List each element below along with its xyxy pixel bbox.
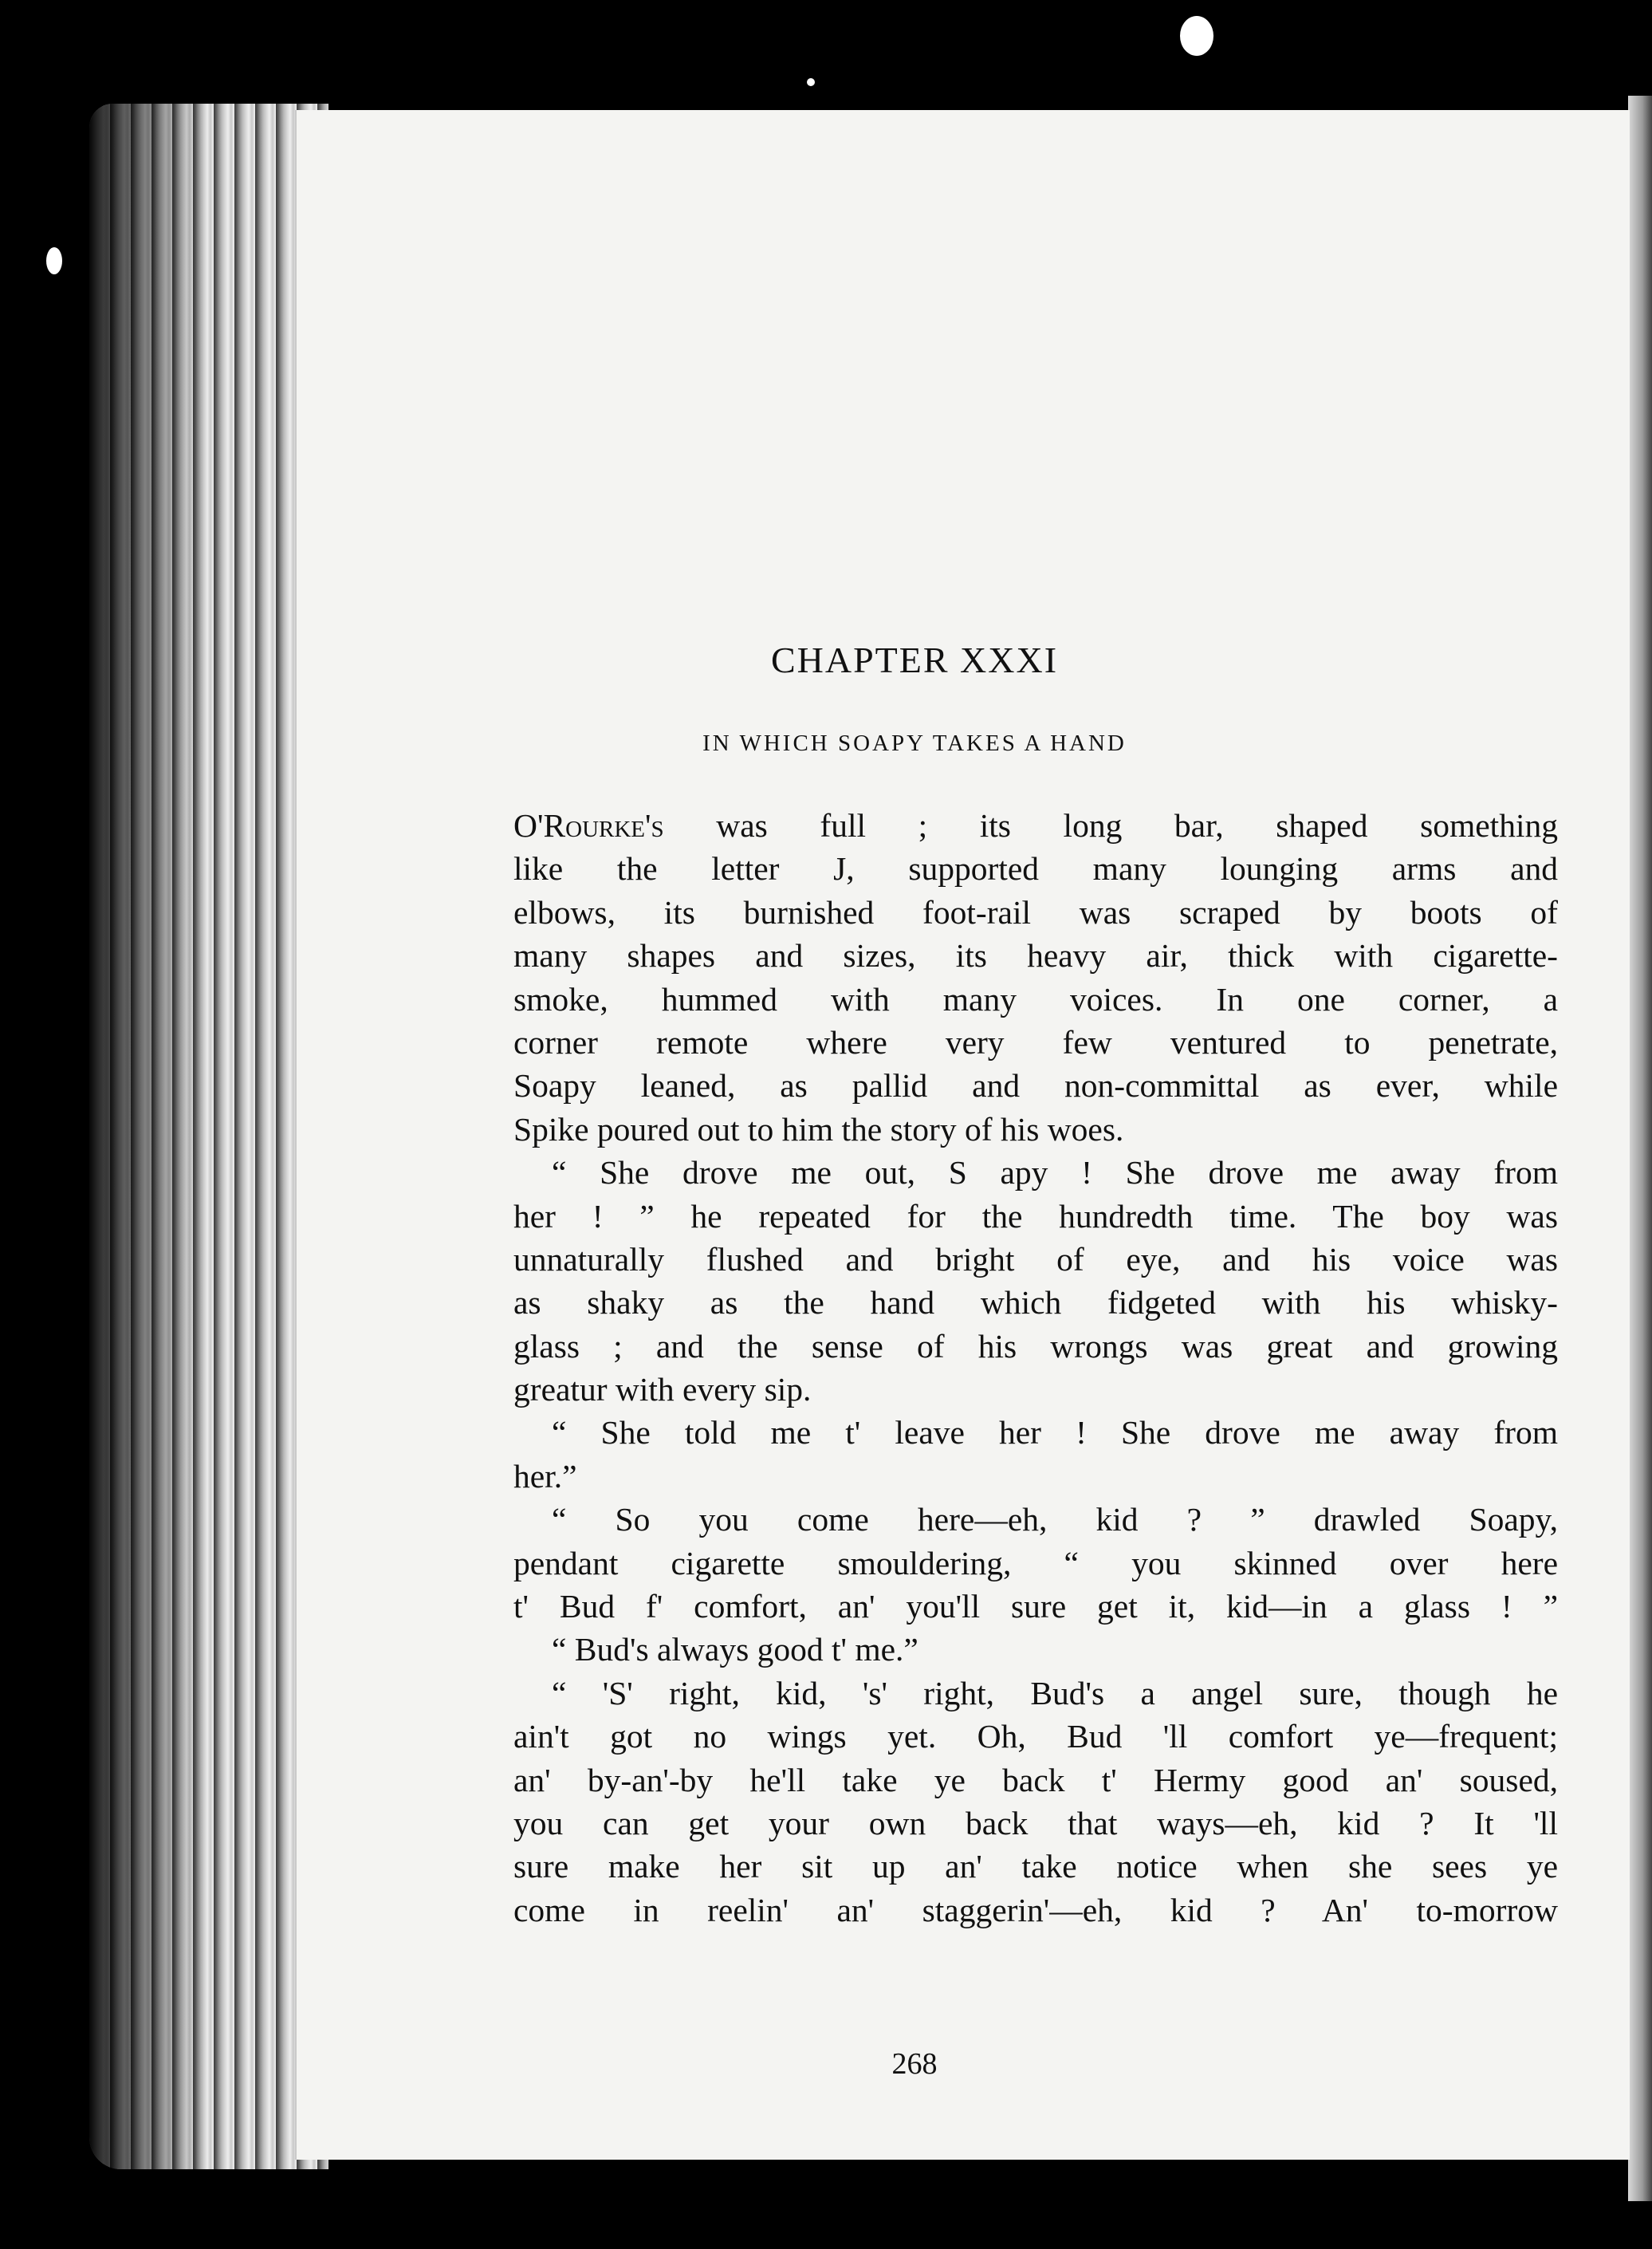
text-line: her ! ” he repeated for the hundredth time. The boy was: [513, 1197, 1558, 1235]
page-number: 268: [891, 2047, 938, 2081]
body-text: [513, 804, 1558, 1932]
text-line: “ So you come here—eh, kid ? ” drawled Soapy,: [552, 1501, 1558, 1538]
scanner-speck: [1180, 16, 1213, 56]
text-line: as shaky as the hand which fidgeted with his whisky-: [513, 1284, 1558, 1321]
text-line: smoke, hummed with many voices. In one corner, a: [513, 980, 1558, 1018]
scanner-speck: [46, 247, 62, 274]
text-line: come in reelin' an' staggerin'—eh, kid ? An' to-morrow: [513, 1891, 1558, 1928]
chapter-subtitle: IN WHICH SOAPY TAKES A HAND: [702, 731, 1127, 756]
facing-page-edge: [1628, 96, 1652, 2201]
printed-page: [295, 110, 1630, 2160]
text-line: glass ; and the sense of his wrongs was great and growing: [513, 1327, 1558, 1365]
text-line: her.”: [513, 1457, 577, 1495]
text-line: elbows, its burnished foot-rail was scraped by boots of: [513, 893, 1558, 931]
text-line: t' Bud f' comfort, an' you'll sure get it, kid—in a glass ! ”: [513, 1588, 1558, 1625]
text-line: ain't got no wings yet. Oh, Bud 'll comfort ye—frequent;: [513, 1718, 1558, 1755]
text-line: like the letter J, supported many lounging arms and: [513, 850, 1558, 888]
text-line: corner remote where very few ventured to penetrate,: [513, 1023, 1558, 1061]
text-line: O'Rourke's was full ; its long bar, shaped something: [513, 807, 1558, 844]
text-line: greatur with every sip.: [513, 1371, 812, 1408]
page-edges-shadow: [89, 104, 209, 2169]
text-line: “ She told me t' leave her ! She drove me away from: [552, 1414, 1558, 1451]
text-line: Soapy leaned, as pallid and non-committal as ever, while: [513, 1067, 1558, 1105]
text-line: you can get your own back that ways—eh, kid ? It 'll: [513, 1804, 1558, 1841]
scanner-speck: [807, 78, 815, 86]
text-line: Spike poured out to him the story of his woes.: [513, 1110, 1124, 1148]
text-line: an' by-an'-by he'll take ye back t' Hermy good an' soused,: [513, 1761, 1558, 1798]
opening-word: O'Rourke's: [513, 807, 664, 844]
text-line: “ 'S' right, kid, 's' right, Bud's a angel sure, though he: [552, 1674, 1558, 1711]
text-line: “ Bud's always good t' me.”: [552, 1631, 918, 1668]
chapter-heading: CHAPTER XXXI: [770, 640, 1059, 680]
text-line: pendant cigarette smouldering, “ you skinned over here: [513, 1544, 1558, 1581]
text-line: many shapes and sizes, its heavy air, thick with cigarette-: [513, 937, 1558, 975]
text-line: unnaturally flushed and bright of eye, and his voice was: [513, 1240, 1558, 1278]
text-line: sure make her sit up an' take notice when she sees ye: [513, 1848, 1558, 1885]
text-line: “ She drove me out, S apy ! She drove me away from: [552, 1154, 1558, 1191]
